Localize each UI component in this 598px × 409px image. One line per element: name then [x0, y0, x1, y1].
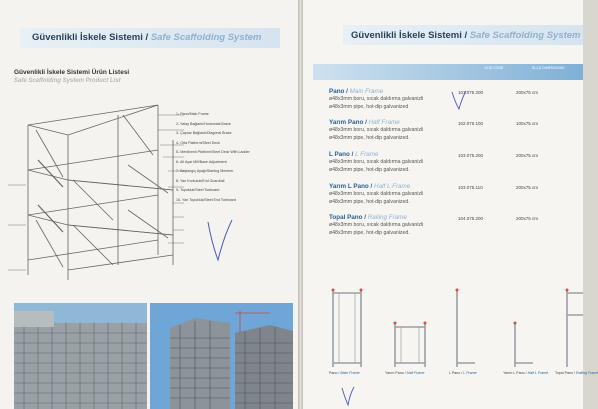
product-dimensions: 200x75 cm: [516, 153, 539, 158]
title-separator: /: [464, 30, 468, 41]
title-en: Safe Scaffolding System: [469, 30, 581, 41]
product-code: 101.075.200: [458, 90, 484, 95]
product-desc-tr: ø48x3mm boru, sıcak daldırma galvanizli: [329, 96, 424, 102]
product-desc-en: ø48x3mm pipe, hot-dip galvanized.: [329, 135, 410, 141]
product-item: [329, 119, 579, 142]
product-desc-en: ø48x3mm pipe, hot-dip galvanized.: [329, 199, 410, 205]
product-code: 102.075.100: [458, 121, 484, 126]
legend-item: 10- Yan Topukluk/Steel End Toeboard: [176, 197, 236, 202]
right-page: [303, 0, 598, 409]
column-header-dimensions: ÖLÇÜ DIMENSIONS: [531, 66, 565, 70]
product-name: Yarım Pano / Half Frame: [329, 119, 400, 126]
product-list-subtitle: Safe Scaffolding System Product List: [14, 78, 121, 84]
product-list-title: Güvenlikli İskele Sistemi Ürün Listesi: [14, 69, 130, 76]
handwritten-check-mark: [341, 386, 355, 406]
product-item: [329, 183, 579, 206]
handwritten-check-mark: [206, 218, 234, 262]
product-item: [329, 214, 579, 237]
product-desc-tr: ø48x3mm boru, sıcak daldırma galvanizli: [329, 191, 424, 197]
legend-item: 8- Yan Korkuluk/End Guardrail: [176, 178, 225, 183]
scaffold-drawing: [8, 95, 183, 280]
handwritten-check-mark: [451, 90, 467, 110]
frame-caption: Yarım L Pano / Half L Frame: [503, 371, 549, 375]
product-desc-tr: ø48x3mm boru, sıcak daldırma galvanizli: [329, 127, 424, 133]
legend-item: 7- Başlangıç Ayağı/Starting Member: [176, 169, 234, 173]
legend-item: 4- Orta Platform/Steel Deck: [176, 140, 220, 145]
building-photo-left: [14, 303, 147, 409]
product-code: 103.075.200: [458, 153, 484, 158]
frame-caption: L Pano / L Frame: [449, 371, 477, 375]
left-page: [0, 0, 298, 409]
component-legend: [176, 110, 296, 205]
title-tr: Güvenlikli İskele Sistemi: [32, 32, 143, 43]
legend-item: 1- Pano/Main Frame: [176, 112, 209, 116]
frame-caption: Topal Pano / Railing Frame: [555, 371, 598, 375]
product-name: Yarım L Pano / Half L Frame: [329, 183, 411, 190]
product-dimensions: 100x75 cm: [516, 121, 539, 126]
frame-illustrations: [317, 285, 583, 375]
product-name: Pano / Main Frame: [329, 88, 384, 95]
page-title: [32, 32, 262, 43]
legend-item: 3- Çapraz Bağlantı/Diagonal Brace: [176, 131, 232, 135]
product-desc-tr: ø48x3mm boru, sıcak daldırma galvanizli: [329, 159, 424, 165]
product-item: [329, 151, 579, 174]
product-name: L Pano / L Frame: [329, 151, 379, 158]
product-desc-en: ø48x3mm pipe, hot-dip galvanized.: [329, 167, 410, 173]
product-desc-en: ø48x3mm pipe, hot-dip galvanized: [329, 104, 409, 110]
frame-caption: Yarım Pano / Half Frame: [385, 371, 425, 375]
product-code: 103.075.110: [458, 185, 483, 190]
product-code: 104.075.200: [458, 216, 484, 221]
legend-item: 6- Alt Ayar Mili/Base Adjustment: [176, 159, 227, 164]
product-name: Topal Pano / Railing Frame: [329, 214, 407, 221]
column-header-code: KOD CODE: [484, 66, 504, 70]
product-dimensions: 200x75 cm: [516, 216, 539, 221]
title-en: Safe Scaffolding System: [150, 32, 262, 43]
building-photo-right: [150, 303, 293, 409]
title-separator: /: [145, 32, 149, 43]
product-desc-en: ø48x3mm pipe, hot-dip galvanized.: [329, 230, 410, 236]
product-dimensions: 200x75 cm: [516, 185, 539, 190]
frame-caption: Pano / Main Frame: [329, 371, 360, 375]
page-title: [351, 30, 581, 41]
legend-item: 2- Yatay Bağlantı/Horizontal Brace: [176, 121, 231, 126]
title-tr: Güvenlikli İskele Sistemi: [351, 30, 462, 41]
legend-item: 9- Topukluk/Steel Toeboard: [176, 188, 220, 192]
product-desc-tr: ø48x3mm boru, sıcak daldırma galvanizli: [329, 222, 424, 228]
product-dimensions: 200x75 cm: [516, 90, 539, 95]
legend-item: 5- Merdivenli Platform/Steel Deck With Ladder: [176, 150, 250, 154]
